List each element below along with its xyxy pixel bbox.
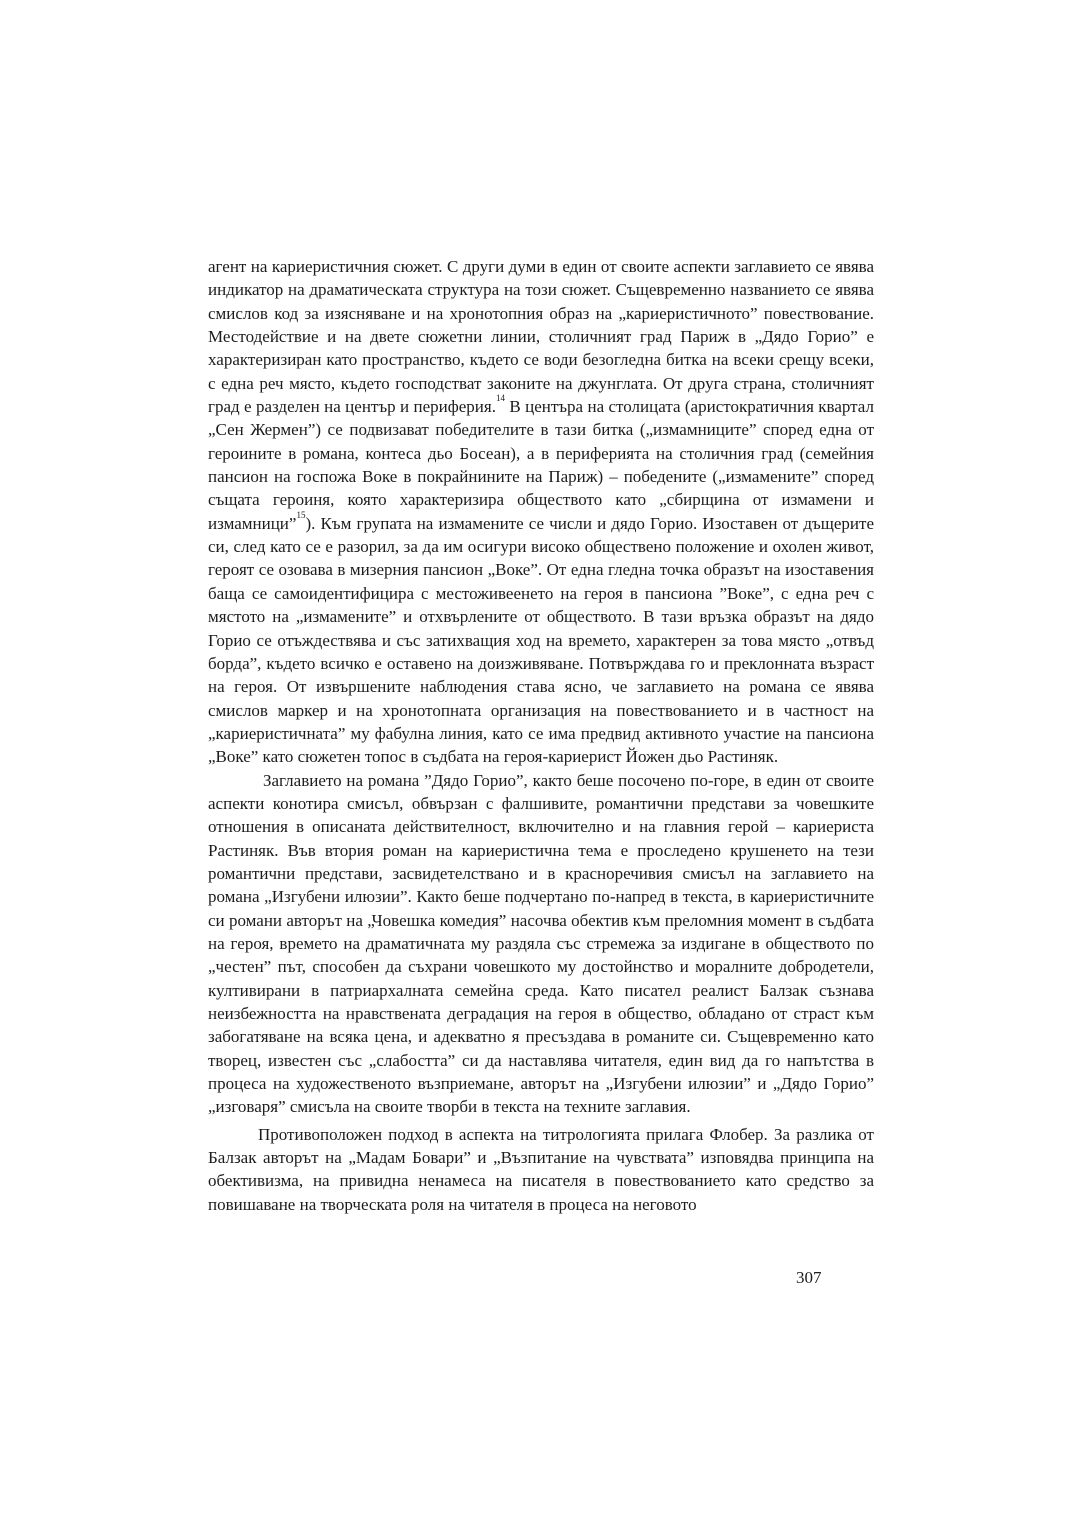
footnote-marker-14: 14 xyxy=(495,393,505,404)
paragraph-1-part-2: В центъра на столицата (аристократичния квартал „Сен Жермен”) се подвизават победителите в тази битка („измамниците” според една от героините в романа, контеса дьо Босеан), а в периферията на столичния град (семейния пансион на госпожа Воке в покрайнините на Париж) – победените („измамените” според същата героиня, която характеризира обществото като „сбирщина от измамени и измамници” xyxy=(208,397,874,533)
page-number: 307 xyxy=(796,1268,822,1287)
body-text xyxy=(208,255,874,1216)
paragraph-1 xyxy=(208,255,874,769)
paragraph-1-part-3: ). Към групата на измамените се числи и дядо Горио. Изоставен от дъщерите си, след като се е разорил, за да им осигури високо обществено положение и охолен живот, героят се озовава в мизерния пансион „Воке”. От една гледна точка образът на изоставения баща се самоидентифицира с местоживеенето на героя в пансиона ”Воке”, с една реч с мястото на „измамените” и отхвърлените от обществото. В тази връзка образът на дядо Горио се отъждествява и със затихващия ход на времето, характерен за това място „отвъд борда”, където всичко е оставено на доизживяване. Потвърждава го и преклонната възраст на героя. От извършените наблюдения става ясно, че заглавието на романа се явява смислов маркер и на хронотопната организация на повествованието и в частност на „кариеристичната” му фабулна линия, като се има предвид активното участие на пансиона „Воке” като сюжетен топос в съдбата на героя-кариерист Йожен дьо Растиняк. xyxy=(208,513,874,767)
paragraph-2: Заглавието на романа ”Дядо Горио”, както беше посочено по-горе, в един от своите аспекти конотира смисъл, обвързан с фалшивите, романтични представи за човешките отношения в описаната действителност, включително и на главния герой – кариериста Растиняк. Във втория роман на кариеристична тема е проследено крушенето на тези романтични представи, засвидетелствано и в красноречивия смисъл на заглавието на романа „Изгубени илюзии”. Както беше подчертано по-напред в текста, в кариеристичните си романи авторът на „Човешка комедия” насочва обектив към преломния момент в съдбата на героя, времето на драматичната му раздяла със стремежа за издигане в обществото по „честен” път, способен да съхрани човешкото му достойнство и моралните добродетели, култивирани в патриархалната семейна среда. Като писател реалист Балзак съзнава неизбежността на нравствената деградация на героя в общество, обладано от страст към забогатяване на всяка цена, и адекватно я пресъздава в романите си. Същевременно като творец, известен със „слабостта” си да наставлява читателя, един вид да го напътства в процеса на художественото възприемане, авторът на „Изгубени илюзии” и „Дядо Горио” „изговаря” смисъла на своите творби в текста на техните заглавия. xyxy=(208,770,874,1117)
paragraph-1-part-1: агент на кариеристичния сюжет. С други думи в един от своите аспекти заглавието се явява индикатор на драматическата структура на този сюжет. Същевременно названието се явява смислов код за изясняване и на хронотопния образ на „кариеристичното” повествование. Местодействие и на двете сюжетни линии, столичният град Париж в „Дядо Горио” е характеризиран като пространство, където се води безогледна битка на всеки срещу всеки, с една реч място, където господстват законите на джунглата. От друга страна, столичният град е разделен на център и периферия. xyxy=(208,257,874,417)
paragraph-3: Противоположен подход в аспекта на титрологията прилага Флобер. За разлика от Балзак авторът на „Мадам Бовари” и „Възпитание на чувствата” изповядва принципа на обективизма, на привидна ненамеса на писателя в повествованието като средство за повишаване на творческата роля на читателя в процеса на неговото xyxy=(208,1124,874,1214)
footnote-marker-15: 15 xyxy=(296,509,306,520)
